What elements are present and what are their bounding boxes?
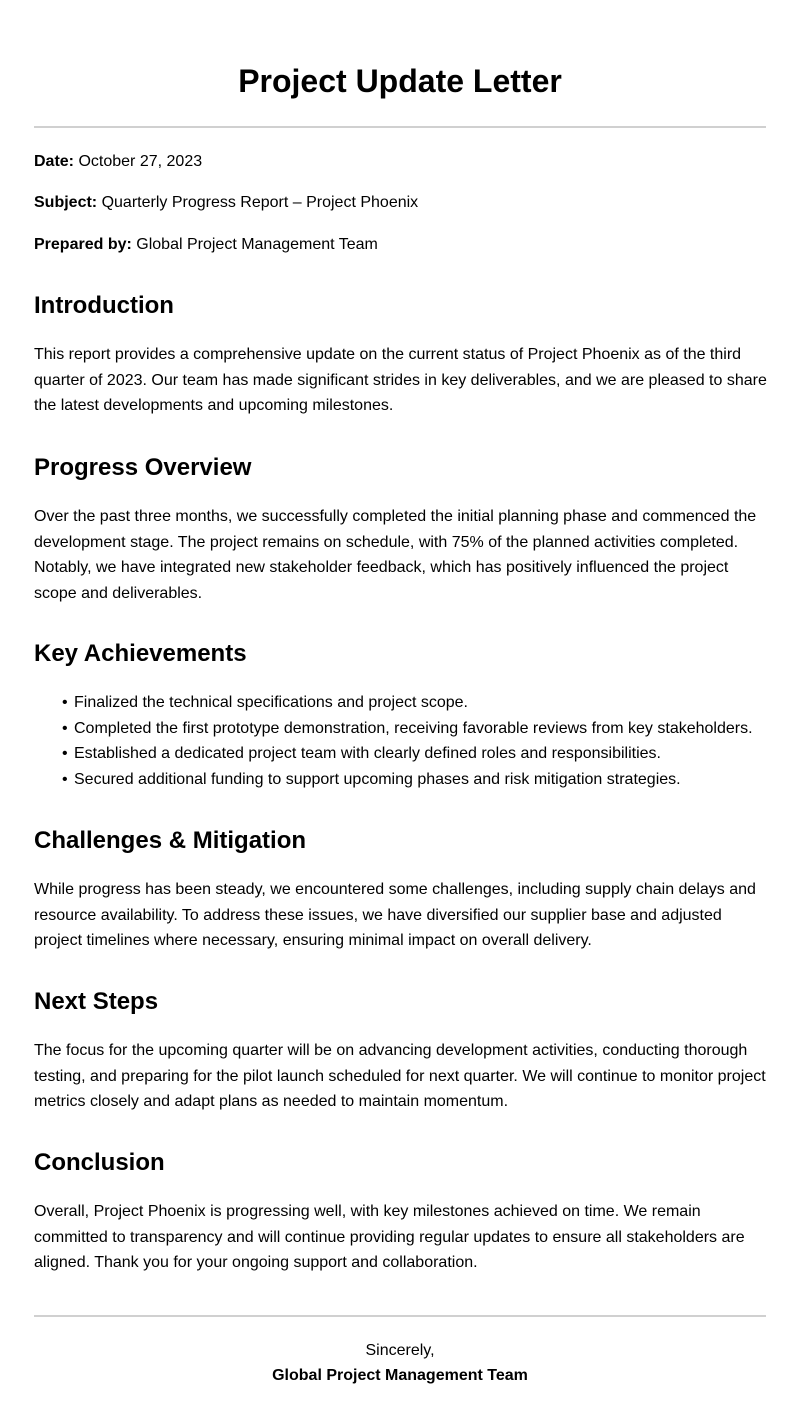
- introduction-heading: Introduction: [34, 292, 174, 319]
- challenges-heading: Challenges & Mitigation: [34, 827, 307, 854]
- subject-label: Subject:: [34, 194, 98, 211]
- subject-value: Quarterly Progress Report – Project Phoenix: [101, 194, 419, 211]
- conclusion-heading: Conclusion: [34, 1149, 165, 1176]
- date-label: Date:: [34, 153, 75, 170]
- prepared-by-line: [34, 234, 378, 256]
- progress-overview-body: Over the past three months, we successfully completed the initial planning phase and commenced the development stage. The project remains on schedule, with 75% of the planned activities completed. Notably, we have integrated new stakeholder feedback, which has positively influenced the project scope and deliverables.: [34, 508, 757, 602]
- introduction-body: This report provides a comprehensive update on the current status of Project Phoenix as of the third quarter of 2023. Our team has made significant strides in key deliverables, and we are pleased to share the latest developments and upcoming milestones.: [34, 346, 767, 415]
- key-achievements-heading: Key Achievements: [34, 640, 247, 667]
- bottom-divider: [34, 1315, 766, 1317]
- list-item: [62, 767, 753, 793]
- list-item-text: Completed the first prototype demonstration, receiving favorable reviews from key stakeholders.: [74, 719, 753, 737]
- bullet-marker: •: [62, 745, 68, 763]
- list-item-text: Finalized the technical specifications and project scope.: [74, 694, 468, 711]
- list-item: [62, 690, 753, 716]
- conclusion-body: Overall, Project Phoenix is progressing well, with key milestones achieved on time. We remain committed to transparency and will continue providing regular updates to ensure all stakeholders are aligned. Thank you for your ongoing support and collaboration.: [34, 1203, 745, 1272]
- subject-line: [34, 192, 418, 214]
- challenges-body: While progress has been steady, we encountered some challenges, including supply chain delays and resource availability. To address these issues, we have diversified our supplier base and adjusted project timelines where necessary, ensuring minimal impact on overall delivery.: [34, 881, 756, 950]
- signature: Global Project Management Team: [272, 1367, 528, 1384]
- key-achievements-list: [62, 690, 753, 792]
- date-line: [34, 151, 202, 173]
- top-divider: [34, 126, 766, 128]
- list-item-text: Secured additional funding to support upcoming phases and risk mitigation strategies.: [74, 770, 681, 788]
- page-title: Project Update Letter: [238, 63, 562, 99]
- bullet-marker: •: [62, 770, 68, 788]
- prepared-by-value: Global Project Management Team: [136, 236, 378, 253]
- closing-salutation: Sincerely,: [365, 1342, 435, 1359]
- progress-overview-heading: Progress Overview: [34, 454, 252, 481]
- next-steps-heading: Next Steps: [34, 988, 159, 1015]
- list-item: [62, 716, 753, 742]
- list-item-text: Established a dedicated project team with clearly defined roles and responsibilities.: [74, 745, 661, 763]
- date-value: October 27, 2023: [78, 153, 203, 170]
- list-item: [62, 741, 753, 767]
- next-steps-body: The focus for the upcoming quarter will be on advancing development activities, conducting thorough testing, and preparing for the pilot launch scheduled for next quarter. We will continue to monitor project metrics closely and adapt plans as needed to maintain momentum.: [34, 1042, 766, 1111]
- prepared-by-label: Prepared by:: [34, 236, 132, 253]
- bullet-marker: •: [62, 719, 68, 737]
- bullet-marker: •: [62, 694, 68, 711]
